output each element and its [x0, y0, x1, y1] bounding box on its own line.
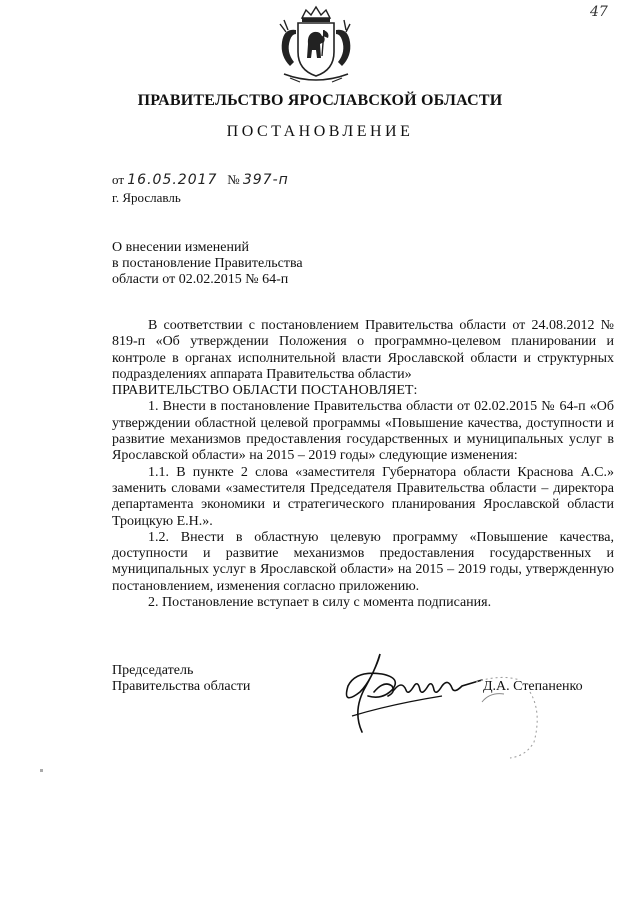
document-type: ПОСТАНОВЛЕНИЕ — [226, 123, 414, 140]
position-line: Правительства области — [112, 679, 251, 694]
page-number: 47 — [590, 4, 608, 20]
subject-line: О внесении изменений — [112, 240, 249, 255]
intro-paragraph: В соответствии с постановлением Правительства области от 24.08.2012 № 819-п «Об утверждении Положения о программно-целевом планировании и контроле в органах исполнительной власти Ярославской области и структурных подразделениях аппарата Правительства области» — [112, 318, 614, 382]
city: г. Ярославль — [112, 190, 181, 205]
item-1: 1. Внести в постановление Правительства области от 02.02.2015 № 64-п «Об утверждении областной целевой программы «Повышение качества, доступности и развитие механизмов предоставления государственных и муниципальных услуг в Ярославской области» на 2015 – 2019 годы» следующие изменения: — [112, 399, 614, 464]
document-body — [112, 318, 614, 611]
coat-of-arms-icon — [274, 4, 358, 86]
margin-mark — [40, 769, 43, 772]
resolves-heading: ПРАВИТЕЛЬСТВО ОБЛАСТИ ПОСТАНОВЛЯЕТ: — [112, 383, 418, 399]
item-1-2: 1.2. Внести в областную целевую программу «Повышение качества, доступности и развитие механизмов предоставления государственных и муниципальных услуг в Ярославской области» на 2015 – 2019 годы, утвержденную постановлением, изменения согласно приложению. — [112, 529, 614, 594]
number-sign: № — [227, 172, 240, 187]
subject-line: области от 02.02.2015 № 64-п — [112, 272, 289, 287]
subject-line: в постановление Правительства — [112, 256, 303, 271]
position-line: Председатель — [112, 663, 194, 678]
document-date: 16.05.2017 — [127, 172, 218, 188]
signatory-name: Д.А. Степаненко — [483, 679, 583, 694]
document-number: 397-п — [242, 172, 289, 188]
item-1-1: 1.1. В пункте 2 слова «заместителя Губернатора области Краснова А.С.» заменить словами «заместителя Председателя Правительства области – директора департамента экономики и стратегического планирования Ярославской области Троицкую Е.Н.». — [112, 464, 614, 529]
document-subject — [112, 240, 372, 288]
date-number-line — [112, 172, 289, 188]
organization-title: ПРАВИТЕЛЬСТВО ЯРОСЛАВСКОЙ ОБЛАСТИ — [137, 92, 503, 109]
date-prefix: от — [112, 172, 125, 187]
signatory-position — [112, 663, 250, 695]
item-2: 2. Постановление вступает в силу с момента подписания. — [148, 595, 492, 611]
